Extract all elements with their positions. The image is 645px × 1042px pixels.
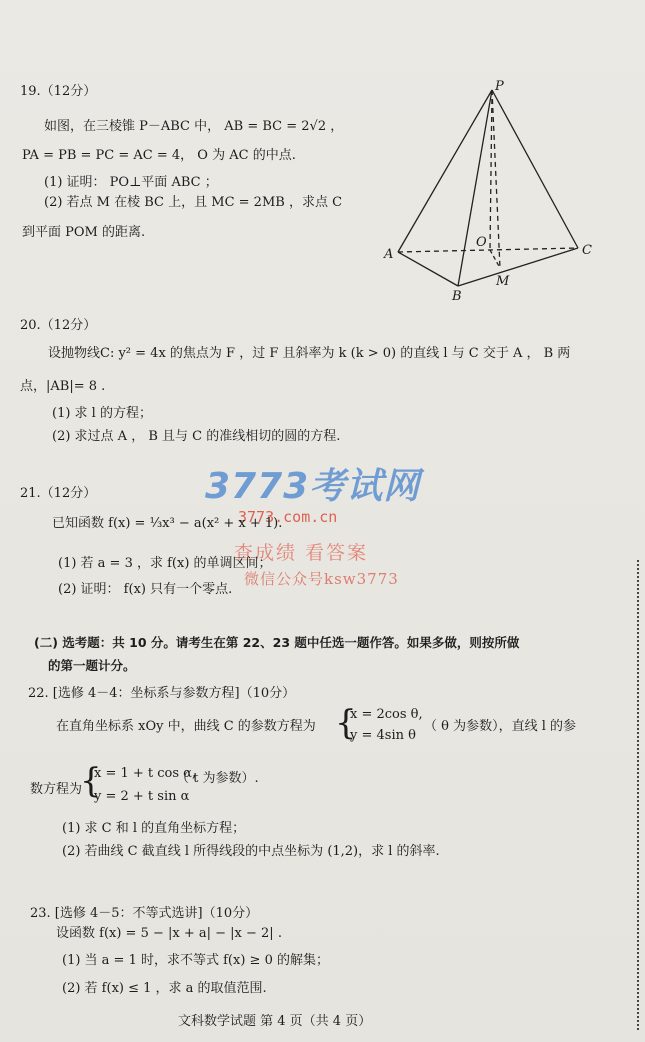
q22-eq2-top: x = 1 + t cos α, (94, 766, 197, 781)
q20-line2: 点，|AB|= 8 . (20, 379, 106, 394)
q21-line3: (2) 证明： f(x) 只有一个零点. (58, 582, 233, 597)
edge-pc (492, 90, 578, 248)
q22-line2-tail: （ t 为参数）. (176, 771, 259, 786)
q23-line1: 设函数 f(x) = 5 − |x + a| − |x − 2| . (56, 926, 282, 941)
label-b: B (452, 289, 462, 303)
label-a: A (384, 247, 394, 262)
edge-ab (398, 252, 458, 286)
q22-line2-text: 数方程为 (30, 782, 83, 797)
q23-number: 23. [选修 4－5：不等式选讲]（10分） (30, 906, 259, 921)
tetrahedron-figure (378, 78, 613, 303)
q19-line5: 到平面 POM 的距离. (22, 225, 146, 240)
q22-eq1-top: x = 2cos θ, (350, 707, 423, 722)
q23-line3: (2) 若 f(x) ≤ 1 ，求 a 的取值范围. (62, 981, 267, 996)
q22-line1-text: 在直角坐标系 xOy 中，曲线 C 的参数方程为 (56, 719, 316, 734)
q19-number: 19.（12分） (20, 84, 97, 99)
q22-eq1-bottom: y = 4sin θ (350, 728, 416, 743)
q21-line2: (1) 若 a = 3 ，求 f(x) 的单调区间； (58, 556, 272, 571)
watermark-line1: 查成绩 看答案 (234, 542, 369, 564)
q21-number: 21.（12分） (20, 486, 97, 501)
q21-line1: 已知函数 f(x) = ⅓x³ − a(x² + x + 1). (52, 516, 283, 531)
watermark-line2: 微信公众号ksw3773 (244, 570, 399, 588)
q23-line2: (1) 当 a = 1 时，求不等式 f(x) ≥ 0 的解集； (62, 953, 329, 968)
binding-line (637, 560, 639, 1030)
q22-brace2: { (80, 761, 102, 801)
label-p: P (495, 79, 504, 94)
watermark-url: 3773.com.cn (238, 508, 338, 526)
q19-line3: (1) 证明： PO⊥平面 ABC ； (44, 175, 218, 190)
section2-line2: 的第一题计分。 (48, 658, 136, 673)
q22-line4: (2) 若曲线 C 截直线 l 所得线段的中点坐标为 (1,2)，求 l 的斜率. (62, 844, 440, 859)
label-o: O (476, 235, 487, 250)
edge-bc (458, 248, 578, 286)
q22-line3: (1) 求 C 和 l 的直角坐标方程； (62, 821, 246, 836)
label-c: C (582, 243, 592, 258)
q20-line1: 设抛物线C: y² = 4x 的焦点为 F ，过 F 且斜率为 k (k > 0) 的直线 l 与 C 交于 A ， B 两 (48, 346, 571, 361)
section2-line1: (二) 选考题：共 10 分。请考生在第 22、23 题中任选一题作答。如果多做，则按所做 (34, 635, 520, 650)
q20-line4: (2) 求过点 A ， B 且与 C 的准线相切的圆的方程. (52, 429, 341, 444)
edge-ac (398, 248, 578, 252)
q22-eq2-bottom: y = 2 + t sin α (94, 789, 190, 804)
label-m: M (496, 274, 510, 289)
q22-brace1: { (335, 703, 357, 743)
q19-line2: PA = PB = PC = AC = 4， O 为 AC 的中点. (22, 148, 296, 163)
segment-om (490, 250, 500, 268)
q19-line1: 如图，在三棱锥 P－ABC 中， AB = BC = 2√2 ， (44, 119, 344, 134)
segment-po (490, 90, 492, 250)
q22-line1-tail: （ θ 为参数），直线 l 的参 (424, 719, 577, 734)
q19-line4: (2) 若点 M 在棱 BC 上，且 MC = 2MB ，求点 C (44, 195, 343, 210)
q20-line3: (1) 求 l 的方程； (52, 406, 152, 421)
watermark-logo: 3773考试网 (205, 466, 421, 507)
page-footer: 文科数学试题 第 4 页（共 4 页） (178, 1014, 372, 1029)
q22-number: 22. [选修 4－4：坐标系与参数方程]（10分） (28, 686, 296, 701)
segment-pm (492, 90, 500, 268)
q20-number: 20.（12分） (20, 318, 97, 333)
